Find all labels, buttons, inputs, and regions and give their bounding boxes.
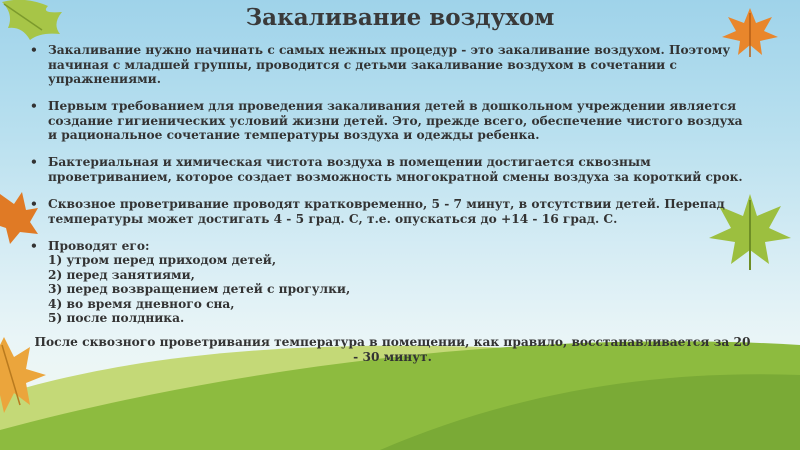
- bullet-icon: •: [30, 238, 38, 253]
- bullet-icon: •: [30, 155, 38, 170]
- paragraph-2: [30, 99, 755, 143]
- paragraph-1: [30, 43, 755, 87]
- procedure-step: 4) во время дневного сна,: [48, 296, 235, 311]
- procedure-block: [30, 239, 755, 327]
- paragraph-text: Сквозное проветривание проводят кратковременно, 5 - 7 минут, в отсутствии детей. Перепад температуры может достигать 4 - 5 град. С, т.е. опускаться до +14 - 16 град. С.: [48, 196, 725, 226]
- bullet-icon: •: [30, 99, 38, 114]
- paragraph-text: Закаливание нужно начинать с самых нежных процедур - это закаливание воздухом. Поэтому начиная с младшей группы, проводится с детьми закаливание воздухом в сочетании с упражнениями.: [48, 43, 731, 87]
- slide-content: [30, 43, 755, 364]
- bullet-icon: •: [30, 43, 38, 57]
- paragraph-4: [30, 197, 755, 226]
- procedure-steps: [48, 253, 755, 326]
- procedure-step: 3) перед возвращением детей с прогулки,: [48, 282, 351, 297]
- procedure-step: 5) после полдника.: [48, 311, 185, 326]
- paragraph-3: [30, 155, 755, 184]
- paragraph-text: Бактериальная и химическая чистота воздуха в помещении достигается сквозным проветриванием, которое создает возможность многократной смены воздуха за короткий срок.: [48, 155, 743, 184]
- paragraph-text: Первым требованием для проведения закаливания детей в дошкольном учреждении является создание гигиенических условий жизни детей. Это, прежде всего, обеспечение чистого воздуха и рациональное сочетание температуры воздуха и одежды ребенка.: [48, 99, 743, 143]
- conclusion-text: После сквозного проветривания температура в помещении, как правило, восстанавливается за 20 - 30 минут.: [34, 335, 751, 364]
- page-title: Закаливание воздухом: [245, 4, 555, 31]
- procedure-step: 2) перед занятиями,: [48, 267, 195, 282]
- bullet-icon: •: [30, 196, 38, 211]
- procedure-heading: Проводят его:: [48, 238, 150, 253]
- procedure-step: 1) утром перед приходом детей,: [48, 253, 277, 268]
